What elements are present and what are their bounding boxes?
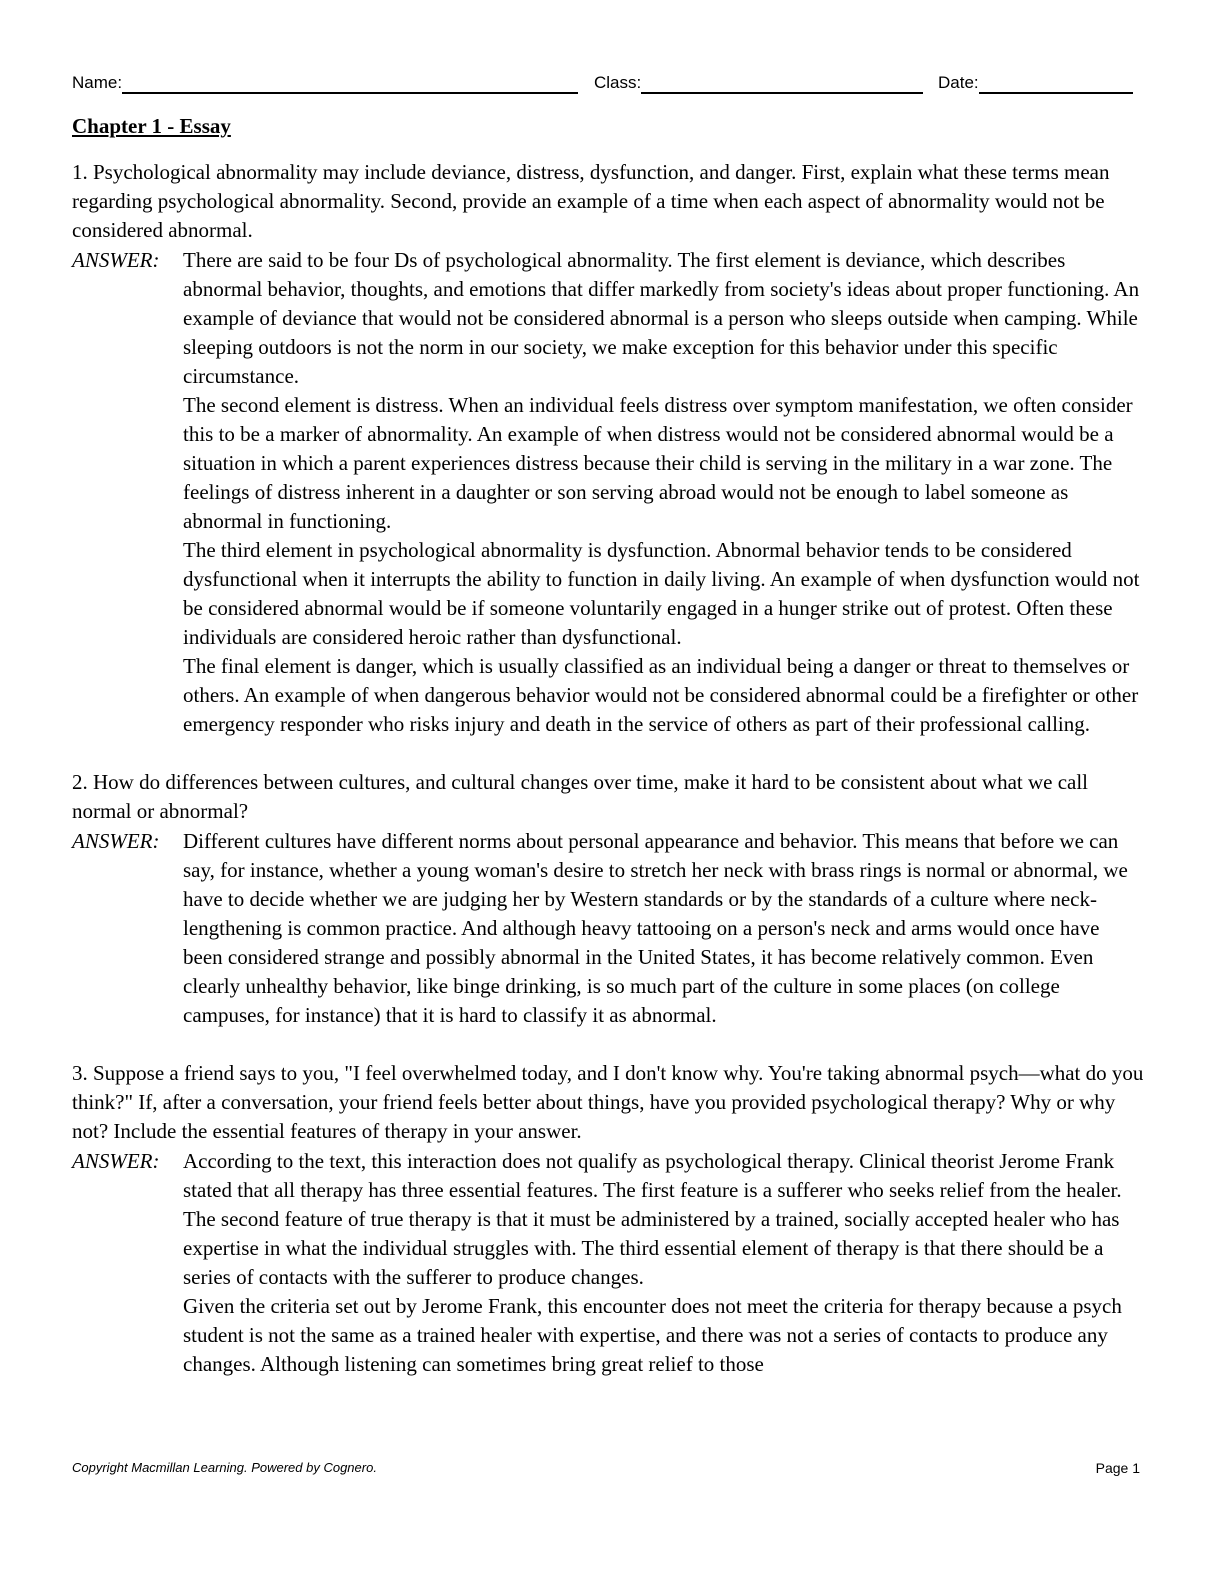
question-text: 1. Psychological abnormality may include deviance, distress, dysfunction, and danger. First, explain what these terms mean regarding psychological abnormality. Second, provide an example of a time when each aspect of abnormality would not be considered abnormal. xyxy=(72,160,1110,242)
question-text: 3. Suppose a friend says to you, "I feel overwhelmed today, and I don't know why. You're taking abnormal psych—what do you think?" If, after a conversation, your friend feels better about things, have you provided psychological therapy? Why or why not? Include the essential features of therapy in your answer. xyxy=(72,1061,1144,1143)
question-block-2 xyxy=(72,768,1144,1030)
header-fields xyxy=(72,72,1142,96)
answer-label: ANSWER: xyxy=(72,1149,160,1173)
name-field-group xyxy=(72,72,578,94)
name-blank-line[interactable] xyxy=(122,72,578,94)
answer-paragraph: The final element is danger, which is usually classified as an individual being a danger or threat to themselves or others. An example of when dangerous behavior would not be considered abnormal could be a firefighter or other emergency responder who risks injury and death in the service of others as part of their professional calling. xyxy=(183,654,1139,736)
question-text: 2. How do differences between cultures, and cultural changes over time, make it hard to be consistent about what we call normal or abnormal? xyxy=(72,770,1089,823)
page-number: Page 1 xyxy=(1095,1460,1140,1476)
date-label: Date: xyxy=(938,73,979,92)
question-block-1 xyxy=(72,158,1144,739)
chapter-title: Chapter 1 - Essay xyxy=(72,114,231,138)
copyright-footer: Copyright Macmillan Learning. Powered by Cognero. xyxy=(72,1460,377,1475)
answer-paragraph: Given the criteria set out by Jerome Frank, this encounter does not meet the criteria for therapy because a psych student is not the same as a trained healer with expertise, and there was not a series of contacts to produce any changes. Although listening can sometimes bring great relief to those xyxy=(183,1294,1122,1376)
date-blank-line[interactable] xyxy=(979,72,1133,94)
name-label: Name: xyxy=(72,73,123,92)
answer-block xyxy=(72,1147,1144,1379)
answer-label: ANSWER: xyxy=(72,248,160,272)
question-block-3 xyxy=(72,1059,1144,1379)
answer-paragraph: According to the text, this interaction does not qualify as psychological therapy. Clinical theorist Jerome Frank stated that all therapy has three essential features. The first feature is a sufferer who seeks relief from the healer. The second feature of true therapy is that it must be administered by a trained, socially accepted healer who has expertise in what the individual struggles with. The third essential element of therapy is that there should be a series of contacts with the sufferer to produce changes. xyxy=(183,1149,1122,1289)
answer-label: ANSWER: xyxy=(72,829,160,853)
answer-paragraph: The third element in psychological abnormality is dysfunction. Abnormal behavior tends to be considered dysfunctional when it interrupts the ability to function in daily living. An example of when dysfunction would not be considered abnormal would be if someone voluntarily engaged in a hunger strike out of protest. Often these individuals are considered heroic rather than dysfunctional. xyxy=(183,538,1140,649)
class-field-group xyxy=(594,72,923,94)
class-label: Class: xyxy=(594,73,642,92)
answer-block xyxy=(72,827,1144,1030)
answer-block xyxy=(72,246,1144,739)
question-list xyxy=(72,158,1144,1408)
answer-paragraph: There are said to be four Ds of psychological abnormality. The first element is deviance, which describes abnormal behavior, thoughts, and emotions that differ markedly from society's ideas about proper functioning. An example of deviance that would not be considered abnormal is a person who sleeps outside when camping. While sleeping outdoors is not the norm in our society, we make exception for this behavior under this specific circumstance. xyxy=(183,248,1140,388)
class-blank-line[interactable] xyxy=(641,72,923,94)
answer-paragraph: Different cultures have different norms about personal appearance and behavior. This means that before we can say, for instance, whether a young woman's desire to stretch her neck with brass rings is normal or abnormal, we have to decide whether we are judging her by Western standards or by the standards of a culture where neck-lengthening is common practice. And although heavy tattooing on a person's neck and arms would once have been considered strange and possibly abnormal in the United States, it has become relatively common. Even clearly unhealthy behavior, like binge drinking, is so much part of the culture in some places (on college campuses, for instance) that it is hard to classify it as abnormal. xyxy=(183,829,1128,1027)
answer-paragraph: The second element is distress. When an individual feels distress over symptom manifestation, we often consider this to be a marker of abnormality. An example of when distress would not be considered abnormal would be a situation in which a parent experiences distress because their child is serving in the military in a war zone. The feelings of distress inherent in a daughter or son serving abroad would not be enough to label someone as abnormal in functioning. xyxy=(183,393,1133,533)
date-field-group xyxy=(938,72,1133,94)
